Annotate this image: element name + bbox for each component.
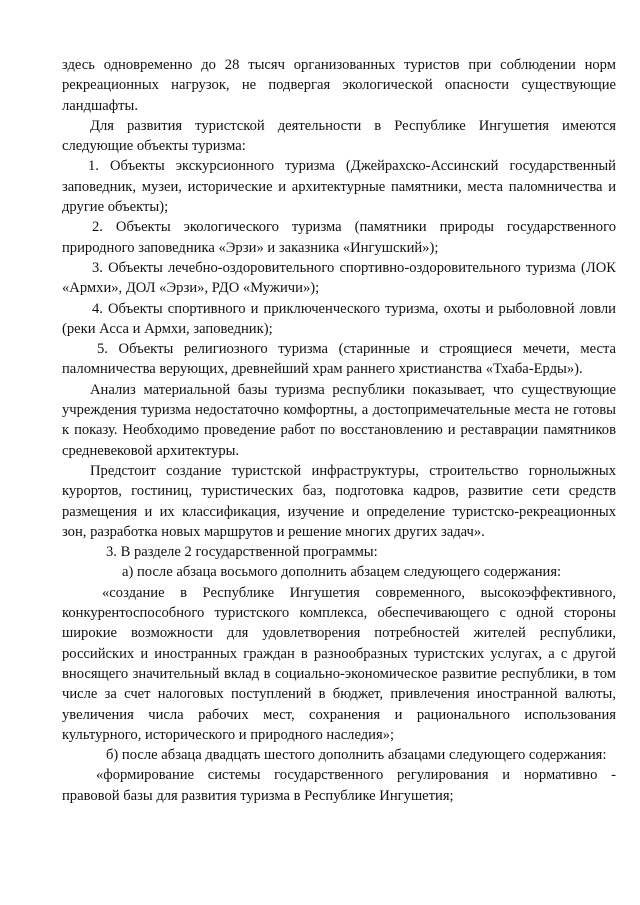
list-item-health-tourism: 3. Объекты лечебно-оздоровительного спортивно-оздоровительного туризма (ЛОК «Армхи», ДОЛ «Эрзи», РДО «Мужичи»); — [62, 259, 616, 297]
paragraph-intro-continuation: здесь одновременно до 28 тысяч организованных туристов при соблюдении норм рекреационных нагрузок, не подвергая экологической опасности существующие ландшафты. — [62, 57, 616, 114]
list-item-excursion-tourism: 1. Объекты экскурсионного туризма (Джейрахско-Ассинский государственный заповедник, музеи, исторические и архитектурные памятники, места паломничества и другие объекты); — [62, 158, 616, 216]
paragraph-section-2-heading: 3. В разделе 2 государственной программы: — [106, 544, 378, 561]
paragraph-infrastructure: Предстоит создание туристской инфраструктуры, строительство горнолыжных курортов, гостиниц, туристических баз, подготовка кадров, развитие сети средств размещения и их классификация, изучение и определение туристско-рекреационных зон, разработка новых маршрутов и решение многих других задач». — [62, 462, 616, 540]
paragraph-subitem-b: б) после абзаца двадцать шестого дополнить абзацами следующего содержания: — [106, 747, 607, 764]
paragraph-quote-creation: «создание в Республике Ингушетия современного, высокоэффективного, конкурентоспособного туристского комплекса, обеспечивающего с одной стороны широкие возможности для удовлетворения потребностей жителей республики, российских и иностранных граждан в разнообразных туристских услугах, а с другой вносящего значительный вклад в социально-экономическое развитие республики, в том числе за счет налоговых поступлений в бюджет, привлечения иностранной валюты, увеличения числа рабочих мест, сохранения и рационального использования культурного, исторического и природного наследия»; — [62, 584, 616, 743]
document-page — [62, 55, 616, 806]
paragraph-analysis: Анализ материальной базы туризма республики показывает, что существующие учреждения туризма недостаточно комфортны, а достопримечательные места не готовы к показу. Необходимо проведение работ по восстановлению и реставрации памятников средневековой архитектуры. — [62, 381, 616, 459]
list-item-ecological-tourism: 2. Объекты экологического туризма (памятники природы государственного природного заповедника «Эрзи» и заказника «Ингушский»); — [62, 219, 616, 256]
list-item-religious-tourism: 5. Объекты религиозного туризма (старинные и строящиеся мечети, места паломничества верующих, древнейший храм раннего христианства «Тхаба-Ерды»). — [62, 341, 616, 378]
list-item-sport-tourism: 4. Объекты спортивного и приключенческого туризма, охоты и рыболовной ловли (реки Асса и Армхи, заповедник); — [62, 300, 616, 337]
paragraph-subitem-a: а) после абзаца восьмого дополнить абзацем следующего содержания: — [122, 564, 562, 581]
paragraph-tourism-objects-intro: Для развития туристской деятельности в Республике Ингушетия имеются следующие объекты туризма: — [62, 117, 616, 155]
paragraph-quote-regulation: «формирование системы государственного регулирования и нормативно - правовой базы для развития туризма в Республике Ингушетия; — [62, 767, 616, 804]
